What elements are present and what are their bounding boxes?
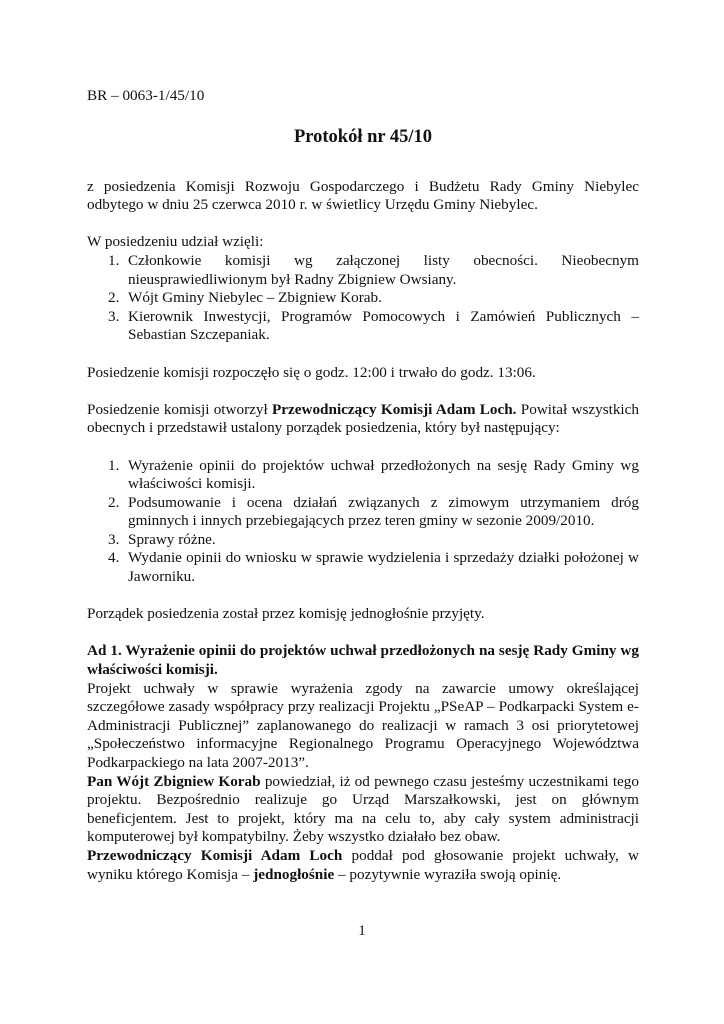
list-number: 3. (108, 530, 120, 548)
agenda-text: Sprawy różne. (128, 530, 216, 548)
list-number: 1. (108, 456, 120, 474)
agenda-item (87, 549, 639, 586)
vote-result: jednogłośnie (253, 865, 335, 883)
list-number: 2. (108, 289, 120, 307)
agenda-text: Wydanie opinii do wniosku w sprawie wydzielenia i sprzedaży działki położonej w Jaworniku. (128, 549, 639, 586)
chairman-name: Przewodniczący Komisji Adam Loch. (272, 400, 517, 418)
document-title: Protokół nr 45/10 (293, 126, 433, 147)
opening-text: Posiedzenie komisji otworzył (87, 400, 272, 418)
list-number: 4. (108, 549, 120, 567)
list-number: 3. (108, 307, 120, 325)
attendee-list (87, 252, 639, 345)
ad1-vote-paragraph (87, 847, 639, 884)
agenda-list (87, 457, 639, 587)
vote-text: poddał pod głosowanie projekt uchwały, w wyniku którego Komisja – (87, 846, 639, 883)
list-number: 1. (108, 251, 120, 269)
agenda-item (87, 531, 639, 550)
speaker-name: Pan Wójt Zbigniew Korab (87, 772, 261, 790)
attendee-text: Kierownik Inwestycji, Programów Pomocowych i Zamówień Publicznych – Sebastian Szczepaniak. (128, 307, 639, 344)
agenda-accepted: Porządek posiedzenia został przez komisję jednogłośnie przyjęty. (87, 605, 485, 623)
agenda-text: Podsumowanie i ocena działań związanych z zimowym utrzymaniem dróg gminnych i innych przebiegających przez teren gminy w sezonie 2009/2010. (128, 493, 639, 530)
chairman-name-vote: Przewodniczący Komisji Adam Loch (87, 846, 343, 864)
document-body (87, 87, 639, 884)
attendee-text: Członkowie komisji wg załączonej listy obecności. Nieobecnym nieusprawiedliwionym był Radny Zbigniew Owsiany. (128, 251, 639, 288)
list-number: 2. (108, 493, 120, 511)
attendee-item (87, 289, 639, 308)
agenda-text: Wyrażenie opinii do projektów uchwał przedłożonych na sesję Rady Gminy wg właściwości komisji. (128, 456, 639, 493)
attendance-heading: W posiedzeniu udział wzięli: (87, 233, 264, 251)
intro-paragraph: z posiedzenia Komisji Rozwoju Gospodarczego i Budżetu Rady Gminy Niebylec odbytego w dniu 25 czerwca 2010 r. w świetlicy Urzędu Gminy Niebylec. (87, 177, 639, 214)
attendee-item (87, 308, 639, 345)
opening-text-cont: Powitał wszystkich obecnych i przedstawił ustalony porządek posiedzenia, który był następujący: (87, 400, 639, 437)
agenda-item (87, 494, 639, 531)
ad1-project: Projekt uchwały w sprawie wyrażenia zgody na zawarcie umowy określającej szczegółowe zasady współpracy przy realizacji Projektu „PSeAP – Podkarpacki System e-Administracji Publicznej” zaplanowanego do realizacji w ramach 3 osi priorytetowej „Społeczeństwo informacyjne Regionalnego Programu Operacyjnego Województwa Podkarpackiego na lata 2007-2013”. (87, 679, 639, 771)
opening-paragraph (87, 401, 639, 438)
time-statement: Posiedzenie komisji rozpoczęło się o godz. 12:00 i trwało do godz. 13:06. (87, 363, 536, 381)
attendee-text: Wójt Gminy Niebylec – Zbigniew Korab. (128, 289, 382, 307)
page-number: 1 (358, 923, 366, 939)
ad1-heading: Ad 1. Wyrażenie opinii do projektów uchwał przedłożonych na sesję Rady Gminy wg właściwości komisji. (87, 642, 639, 679)
reference-number: BR – 0063-1/45/10 (87, 87, 205, 104)
speaker-text: powiedział, iż od pewnego czasu jesteśmy uczestnikami tego projektu. Bezpośrednio realizuje go Urząd Marszałkowski, jest on głównym beneficjentem. Jest to projekt, który ma na celu to, aby cały system administracji komputerowej był kompatybilny. Żeby wszystko działało bez obaw. (87, 772, 639, 846)
ad1-speaker-paragraph (87, 773, 639, 847)
vote-text-end: – pozytywnie wyraziła swoją opinię. (334, 865, 562, 883)
attendee-item (87, 252, 639, 289)
agenda-item (87, 457, 639, 494)
